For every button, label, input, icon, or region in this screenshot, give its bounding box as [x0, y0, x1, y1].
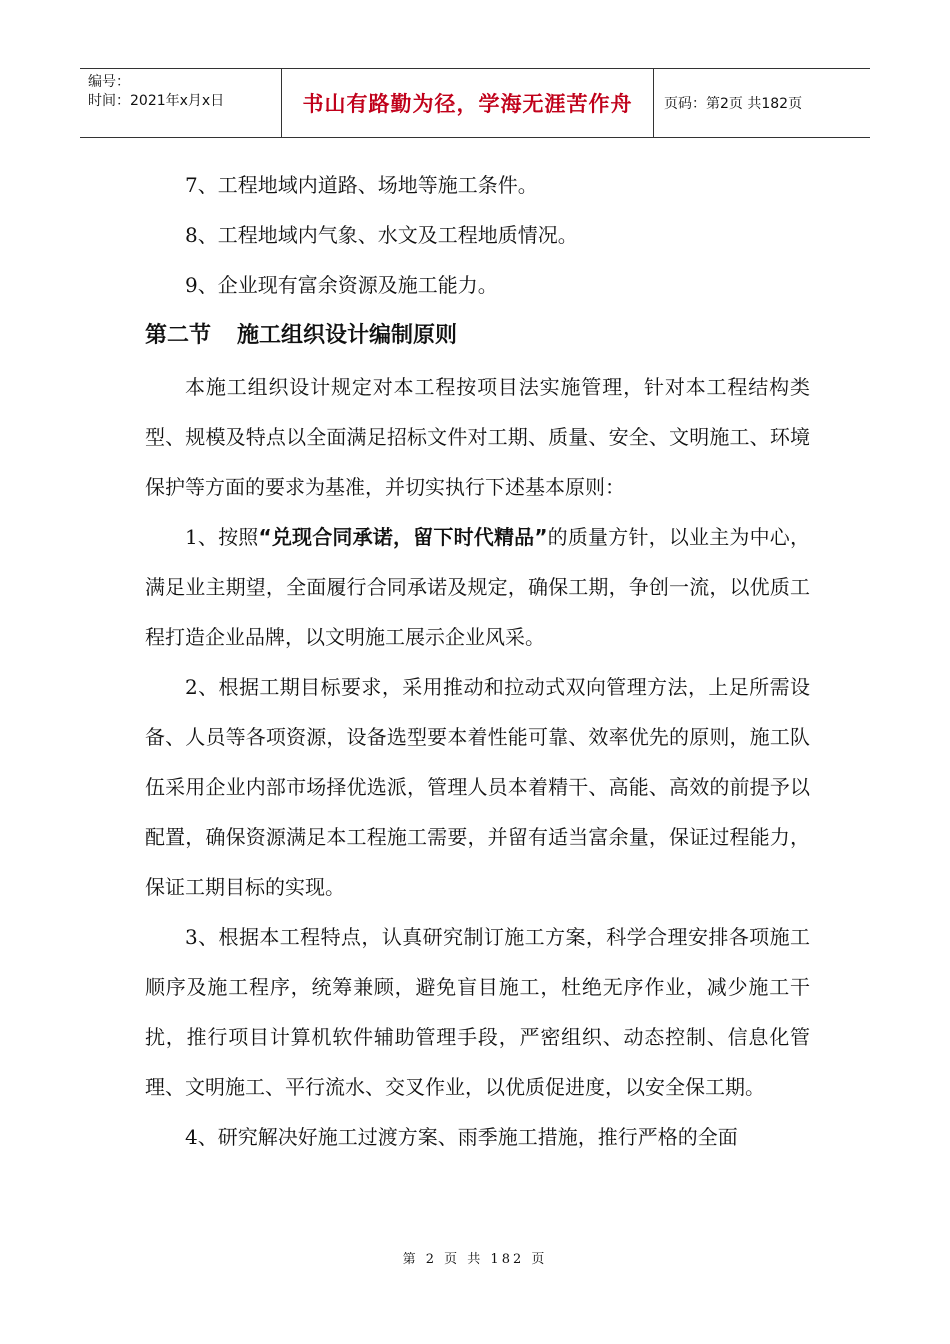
header-page-cell	[654, 69, 870, 137]
page-header	[80, 68, 870, 138]
time-label: 时间：2021年x月x日	[88, 93, 225, 109]
list-item: 7、工程地域内道路、场地等施工条件。	[185, 173, 538, 197]
principle-2: 2、根据工期目标要求，采用推动和拉动式双向管理方法，上足所需设备、人员等各项资源，设备选型要本着性能可靠、效率优先的原则，施工队伍采用企业内部市场择优选派，管理人员本着精干、高能、高效的前提予以配置，确保资源满足本工程施工需要，并留有适当富余量，保证过程能力，保证工期目标的实现。	[145, 675, 810, 899]
principle-4: 4、研究解决好施工过渡方案、雨季施工措施，推行严格的全面	[185, 1125, 738, 1149]
principle-3: 3、根据本工程特点，认真研究制订施工方案，科学合理安排各项施工顺序及施工程序，统筹兼顾，避免盲目施工，杜绝无序作业，减少施工干扰，推行项目计算机软件辅助管理手段，严密组织、动态控制、信息化管理、文明施工、平行流水、交叉作业，以优质促进度，以安全保工期。	[145, 925, 810, 1099]
section-title: 施工组织设计编制原则	[237, 323, 458, 348]
intro-paragraph: 本施工组织设计规定对本工程按项目法实施管理，针对本工程结构类型、规模及特点以全面满足招标文件对工期、质量、安全、文明施工、环境保护等方面的要求为基准，并切实执行下述基本原则：	[145, 375, 810, 499]
section-number: 第二节	[145, 323, 212, 348]
document-body	[145, 160, 810, 1162]
list-item: 9、企业现有富余资源及施工能力。	[185, 273, 498, 297]
principle-1-suffix: 的质量方针，以业主为中心，满足业主期望，全面履行合同承诺及规定，确保工期，争创一流，以优质工程打造企业品牌，以文明施工展示企业风采。	[145, 525, 810, 649]
header-motto-cell	[282, 69, 654, 137]
page-footer: 第 2 页 共 182 页	[402, 1252, 548, 1267]
page-info: 页码：第2页 共182页	[664, 96, 803, 112]
list-item: 8、工程地域内气象、水文及工程地质情况。	[185, 223, 578, 247]
quality-policy-quote: “兑现合同承诺，留下时代精品”	[258, 525, 548, 549]
header-meta	[80, 69, 282, 137]
number-label: 编号：	[88, 74, 130, 90]
principle-1-prefix: 1、按照	[185, 525, 259, 549]
section-heading	[145, 310, 810, 362]
principle-1	[145, 512, 810, 662]
motto: 书山有路勤为径，学海无涯苦作舟	[302, 92, 633, 116]
